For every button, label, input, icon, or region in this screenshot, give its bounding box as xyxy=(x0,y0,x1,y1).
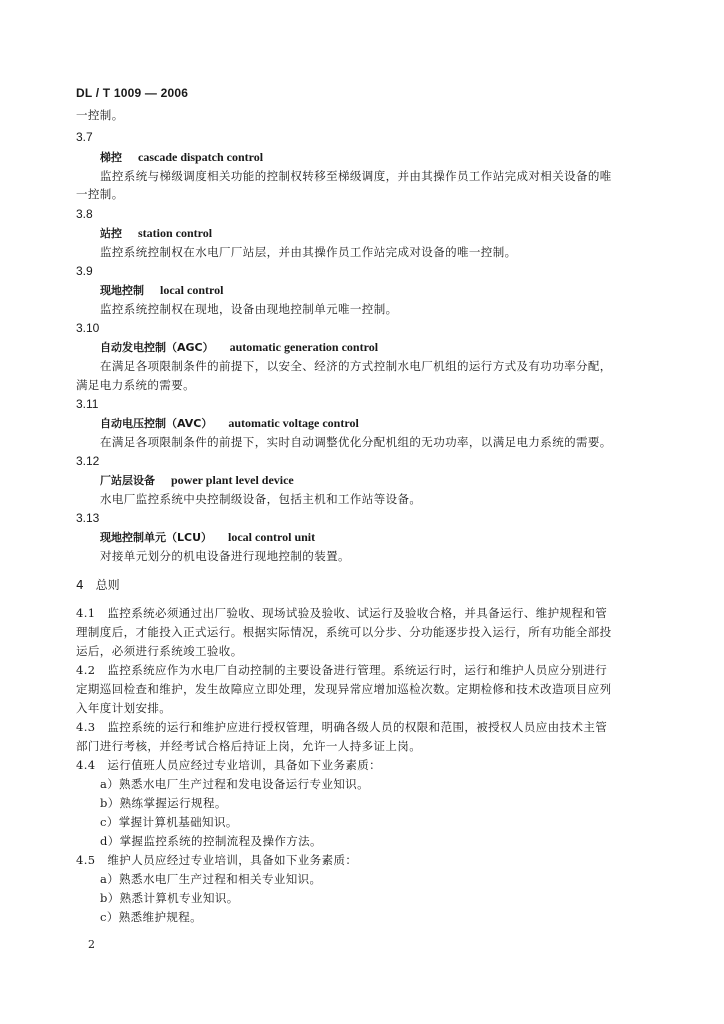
term-line xyxy=(100,530,315,545)
paragraph-line: 4.3 监控系统的运行和维护应进行授权管理，明确各级人员的权限和范围，被授权人员应由技术主管 xyxy=(76,720,608,734)
paragraph-line: 4.5 维护人员应经过专业培训，具备如下业务素质： xyxy=(76,853,358,867)
list-item: d）掌握监控系统的控制流程及操作方法。 xyxy=(100,834,322,848)
standard-header: DL / T 1009 — 2006 xyxy=(76,86,189,100)
section-heading: 4 总则 xyxy=(76,578,120,592)
definition-text: 监控系统控制权在水电厂厂站层，并由其操作员工作站完成对设备的唯一控制。 xyxy=(100,245,517,259)
term-zh: 现地控制单元（LCU） xyxy=(100,531,213,544)
list-item: a）熟悉水电厂生产过程和相关专业知识。 xyxy=(100,872,322,886)
paragraph-line: 4.1 监控系统必须通过出厂验收、现场试验及验收、试运行及验收合格，并具备运行、维护规程和管 xyxy=(76,606,608,620)
list-item: c）熟悉维护规程。 xyxy=(100,910,203,924)
term-en: automatic generation control xyxy=(229,340,379,354)
term-en: local control unit xyxy=(228,530,316,544)
term-en: cascade dispatch control xyxy=(138,150,264,164)
term-zh: 厂站层设备 xyxy=(100,474,155,487)
list-item: c）掌握计算机基础知识。 xyxy=(100,815,238,829)
term-en: automatic voltage control xyxy=(228,416,359,430)
term-line xyxy=(100,226,212,241)
paragraph-line: 部门进行考核，并经考试合格后持证上岗，允许一人持多证上岗。 xyxy=(76,739,422,753)
definition-text: 一控制。 xyxy=(76,187,124,201)
definition-text: 水电厂监控系统中央控制级设备，包括主机和工作站等设备。 xyxy=(100,492,422,506)
definition-text: 在满足各项限制条件的前提下，以安全、经济的方式控制水电厂机组的运行方式及有功功率分配， xyxy=(100,359,612,373)
term-zh: 自动电压控制（AVC） xyxy=(100,417,213,430)
clause-number: 3.9 xyxy=(76,264,93,278)
clause-number: 3.10 xyxy=(76,321,100,335)
term-zh: 自动发电控制（AGC） xyxy=(100,341,214,354)
paragraph-line: 4.2 监控系统应作为水电厂自动控制的主要设备进行管理。系统运行时，运行和维护人员应分别进行 xyxy=(76,663,608,677)
definition-text: 监控系统与梯级调度相关功能的控制权转移至梯级调度，并由其操作员工作站完成对相关设备的唯 xyxy=(100,169,612,183)
clause-number: 3.11 xyxy=(76,397,99,411)
list-item: a）熟悉水电厂生产过程和发电设备运行专业知识。 xyxy=(100,777,370,791)
term-zh: 现地控制 xyxy=(100,284,144,297)
term-en: local control xyxy=(160,283,224,297)
definition-text: 在满足各项限制条件的前提下，实时自动调整优化分配机组的无功功率，以满足电力系统的需要。 xyxy=(100,435,612,449)
definition-text: 监控系统控制权在现地，设备由现地控制单元唯一控制。 xyxy=(100,302,398,316)
term-line xyxy=(100,150,263,165)
term-line xyxy=(100,473,294,488)
clause-number: 3.7 xyxy=(76,130,93,144)
paragraph-line: 运后，必须进行系统竣工验收。 xyxy=(76,644,243,658)
list-item: b）熟悉计算机专业知识。 xyxy=(100,891,239,905)
list-item: b）熟练掌握运行规程。 xyxy=(100,796,227,810)
paragraph-line: 4.4 运行值班人员应经过专业培训，具备如下业务素质： xyxy=(76,758,382,772)
page-number: 2 xyxy=(88,938,95,951)
term-zh: 梯控 xyxy=(100,151,122,164)
term-zh: 站控 xyxy=(100,227,122,240)
term-en: station control xyxy=(138,226,213,240)
paragraph-line: 理制度后，才能投入正式运行。根据实际情况，系统可以分步、分功能逐步投入运行，所有功能全部投 xyxy=(76,625,612,639)
paragraph-line: 定期巡回检查和维护，发生故障应立即处理，发现异常应增加巡检次数。定期检修和技术改造项目应列 xyxy=(76,682,612,696)
definition-text: 对接单元划分的机电设备进行现地控制的装置。 xyxy=(100,549,350,563)
term-line xyxy=(100,416,359,431)
term-line xyxy=(100,340,378,355)
clause-number: 3.12 xyxy=(76,454,100,468)
clause-number: 3.8 xyxy=(76,207,93,221)
definition-text: 满足电力系统的需要。 xyxy=(76,378,195,392)
paragraph-line: 入年度计划安排。 xyxy=(76,701,172,715)
term-en: power plant level device xyxy=(171,473,294,487)
term-line xyxy=(100,283,223,298)
text-line: 一控制。 xyxy=(76,108,124,122)
clause-number: 3.13 xyxy=(76,511,100,525)
